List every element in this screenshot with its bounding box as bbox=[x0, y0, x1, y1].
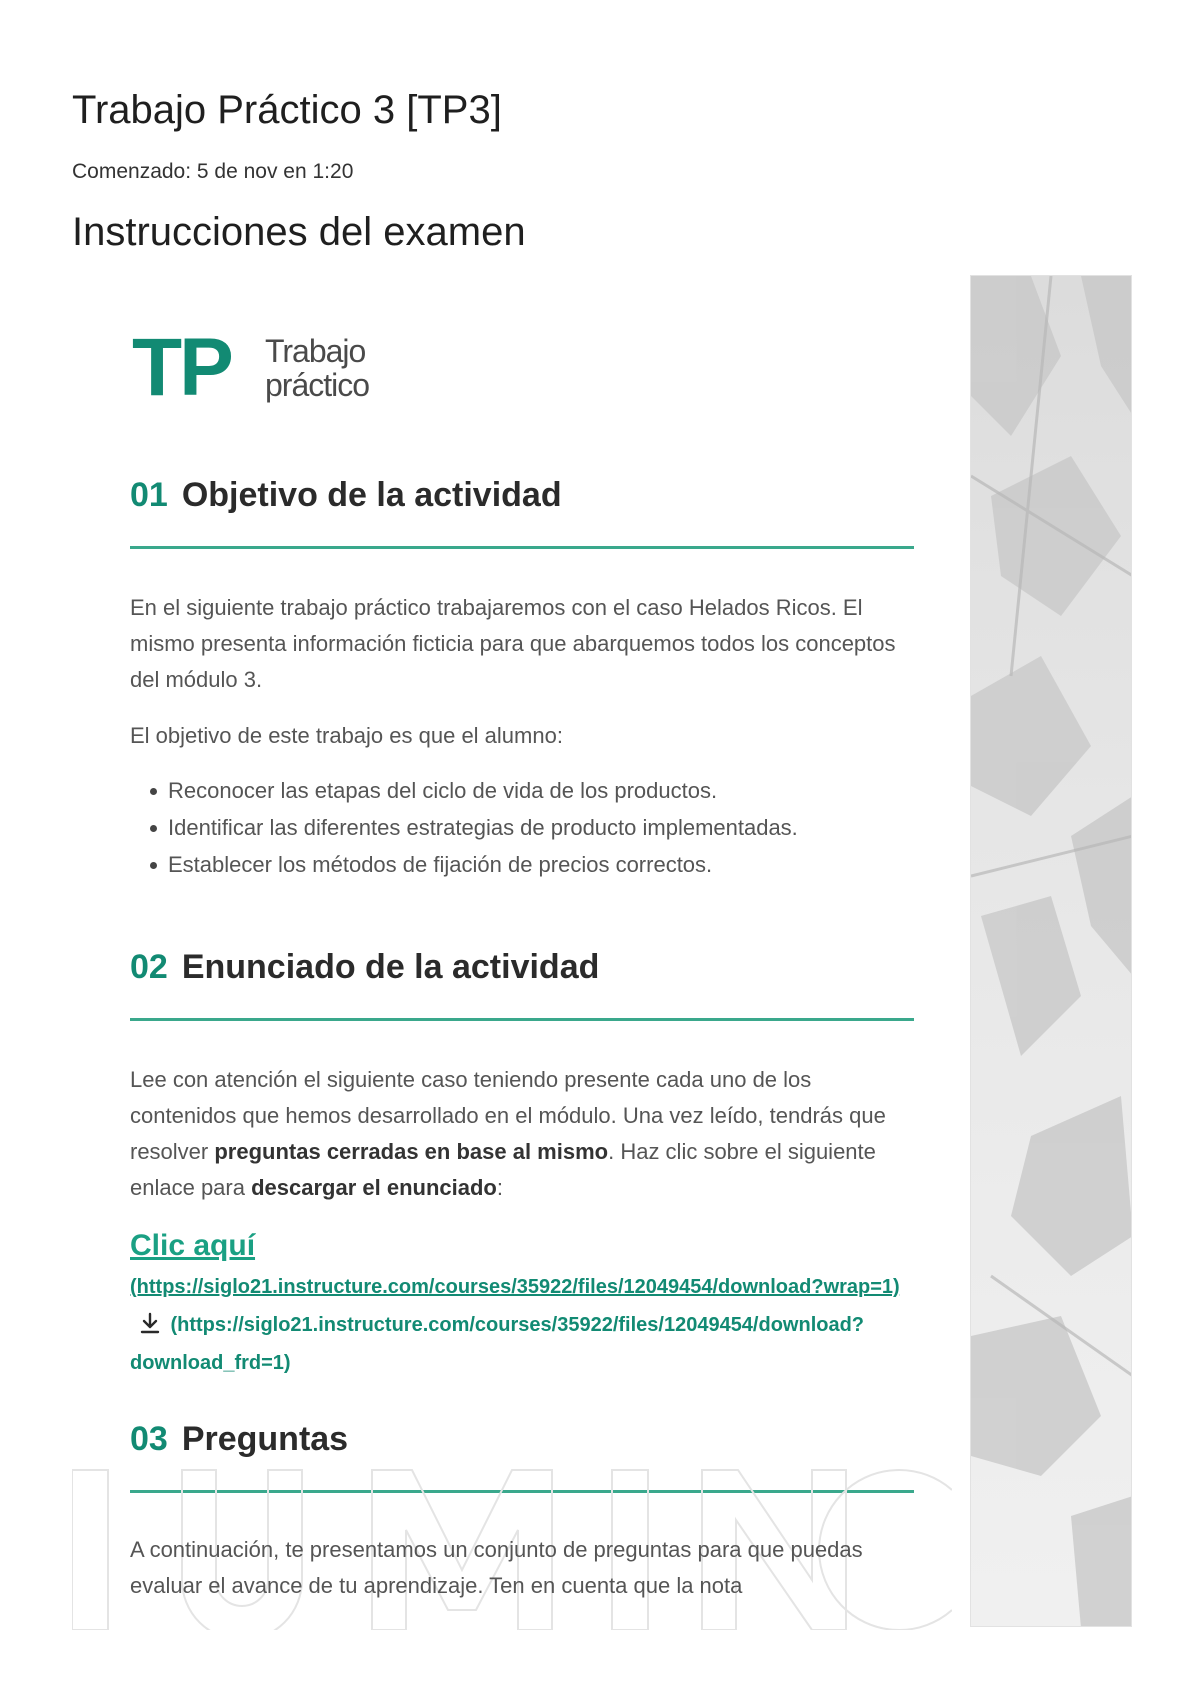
instructions-heading: Instrucciones del examen bbox=[72, 210, 526, 254]
started-timestamp: Comenzado: 5 de nov en 1:20 bbox=[72, 160, 354, 183]
tp-logo-word-2: práctico bbox=[265, 367, 370, 403]
decorative-side-image bbox=[970, 275, 1132, 1627]
section-title: Enunciado de la actividad bbox=[181, 948, 600, 986]
download-links bbox=[130, 1228, 930, 1383]
section-01-intro-line: El objetivo de este trabajo es que el alumno: bbox=[130, 723, 563, 748]
section-number: 03 bbox=[130, 1420, 168, 1458]
section-title: Objetivo de la actividad bbox=[181, 476, 562, 514]
list-item: Reconocer las etapas del ciclo de vida de los productos. bbox=[148, 772, 928, 809]
page-title: Trabajo Práctico 3 [TP3] bbox=[72, 88, 502, 132]
tp-logo bbox=[132, 322, 412, 413]
paragraph-bold-text: descargar el enunciado bbox=[251, 1175, 497, 1200]
list-item: Identificar las diferentes estrategias de producto implementadas. bbox=[148, 809, 928, 846]
section-03-heading bbox=[130, 1420, 348, 1459]
section-01-heading bbox=[130, 476, 562, 515]
tp-logo-word-1: Trabajo bbox=[265, 333, 366, 369]
clic-aqui-link[interactable]: Clic aquí bbox=[130, 1229, 256, 1262]
section-number: 02 bbox=[130, 948, 168, 986]
section-03-paragraph: A continuación, te presentamos un conjunto de preguntas para que puedas evaluar el avance de tu aprendizaje. Ten en cuenta que la nota bbox=[130, 1537, 863, 1598]
paragraph-bold-text: preguntas cerradas en base al mismo bbox=[214, 1139, 609, 1164]
section-02-paragraph bbox=[130, 1062, 920, 1206]
download-frd-link[interactable]: (https://siglo21.instructure.com/courses/35922/files/12049454/download?download_frd=1) bbox=[130, 1314, 865, 1374]
objectives-list bbox=[148, 772, 928, 883]
paragraph-text: Lee con atención el siguiente caso teniendo presente cada uno de los contenidos que hemos desarrollado en el módulo. Una vez leído, tendrás que resolver bbox=[130, 1067, 886, 1164]
section-divider bbox=[130, 546, 914, 549]
download-wrap-link[interactable]: (https://siglo21.instructure.com/courses/35922/files/12049454/download?wrap=1) bbox=[130, 1276, 900, 1298]
list-item: Establecer los métodos de fijación de precios correctos. bbox=[148, 846, 928, 883]
section-02-heading bbox=[130, 948, 599, 987]
tp-logo-letters: TP bbox=[132, 322, 231, 413]
paragraph-text: . Haz clic sobre el siguiente enlace para bbox=[130, 1139, 876, 1200]
section-title: Preguntas bbox=[181, 1420, 349, 1458]
section-number: 01 bbox=[130, 476, 168, 514]
paragraph-text: : bbox=[496, 1175, 503, 1200]
download-icon[interactable] bbox=[138, 1311, 162, 1335]
section-01-paragraph: En el siguiente trabajo práctico trabajaremos con el caso Helados Ricos. El mismo presenta información ficticia para que abarquemos todos los conceptos del módulo 3. bbox=[130, 595, 896, 692]
section-divider bbox=[130, 1018, 914, 1021]
